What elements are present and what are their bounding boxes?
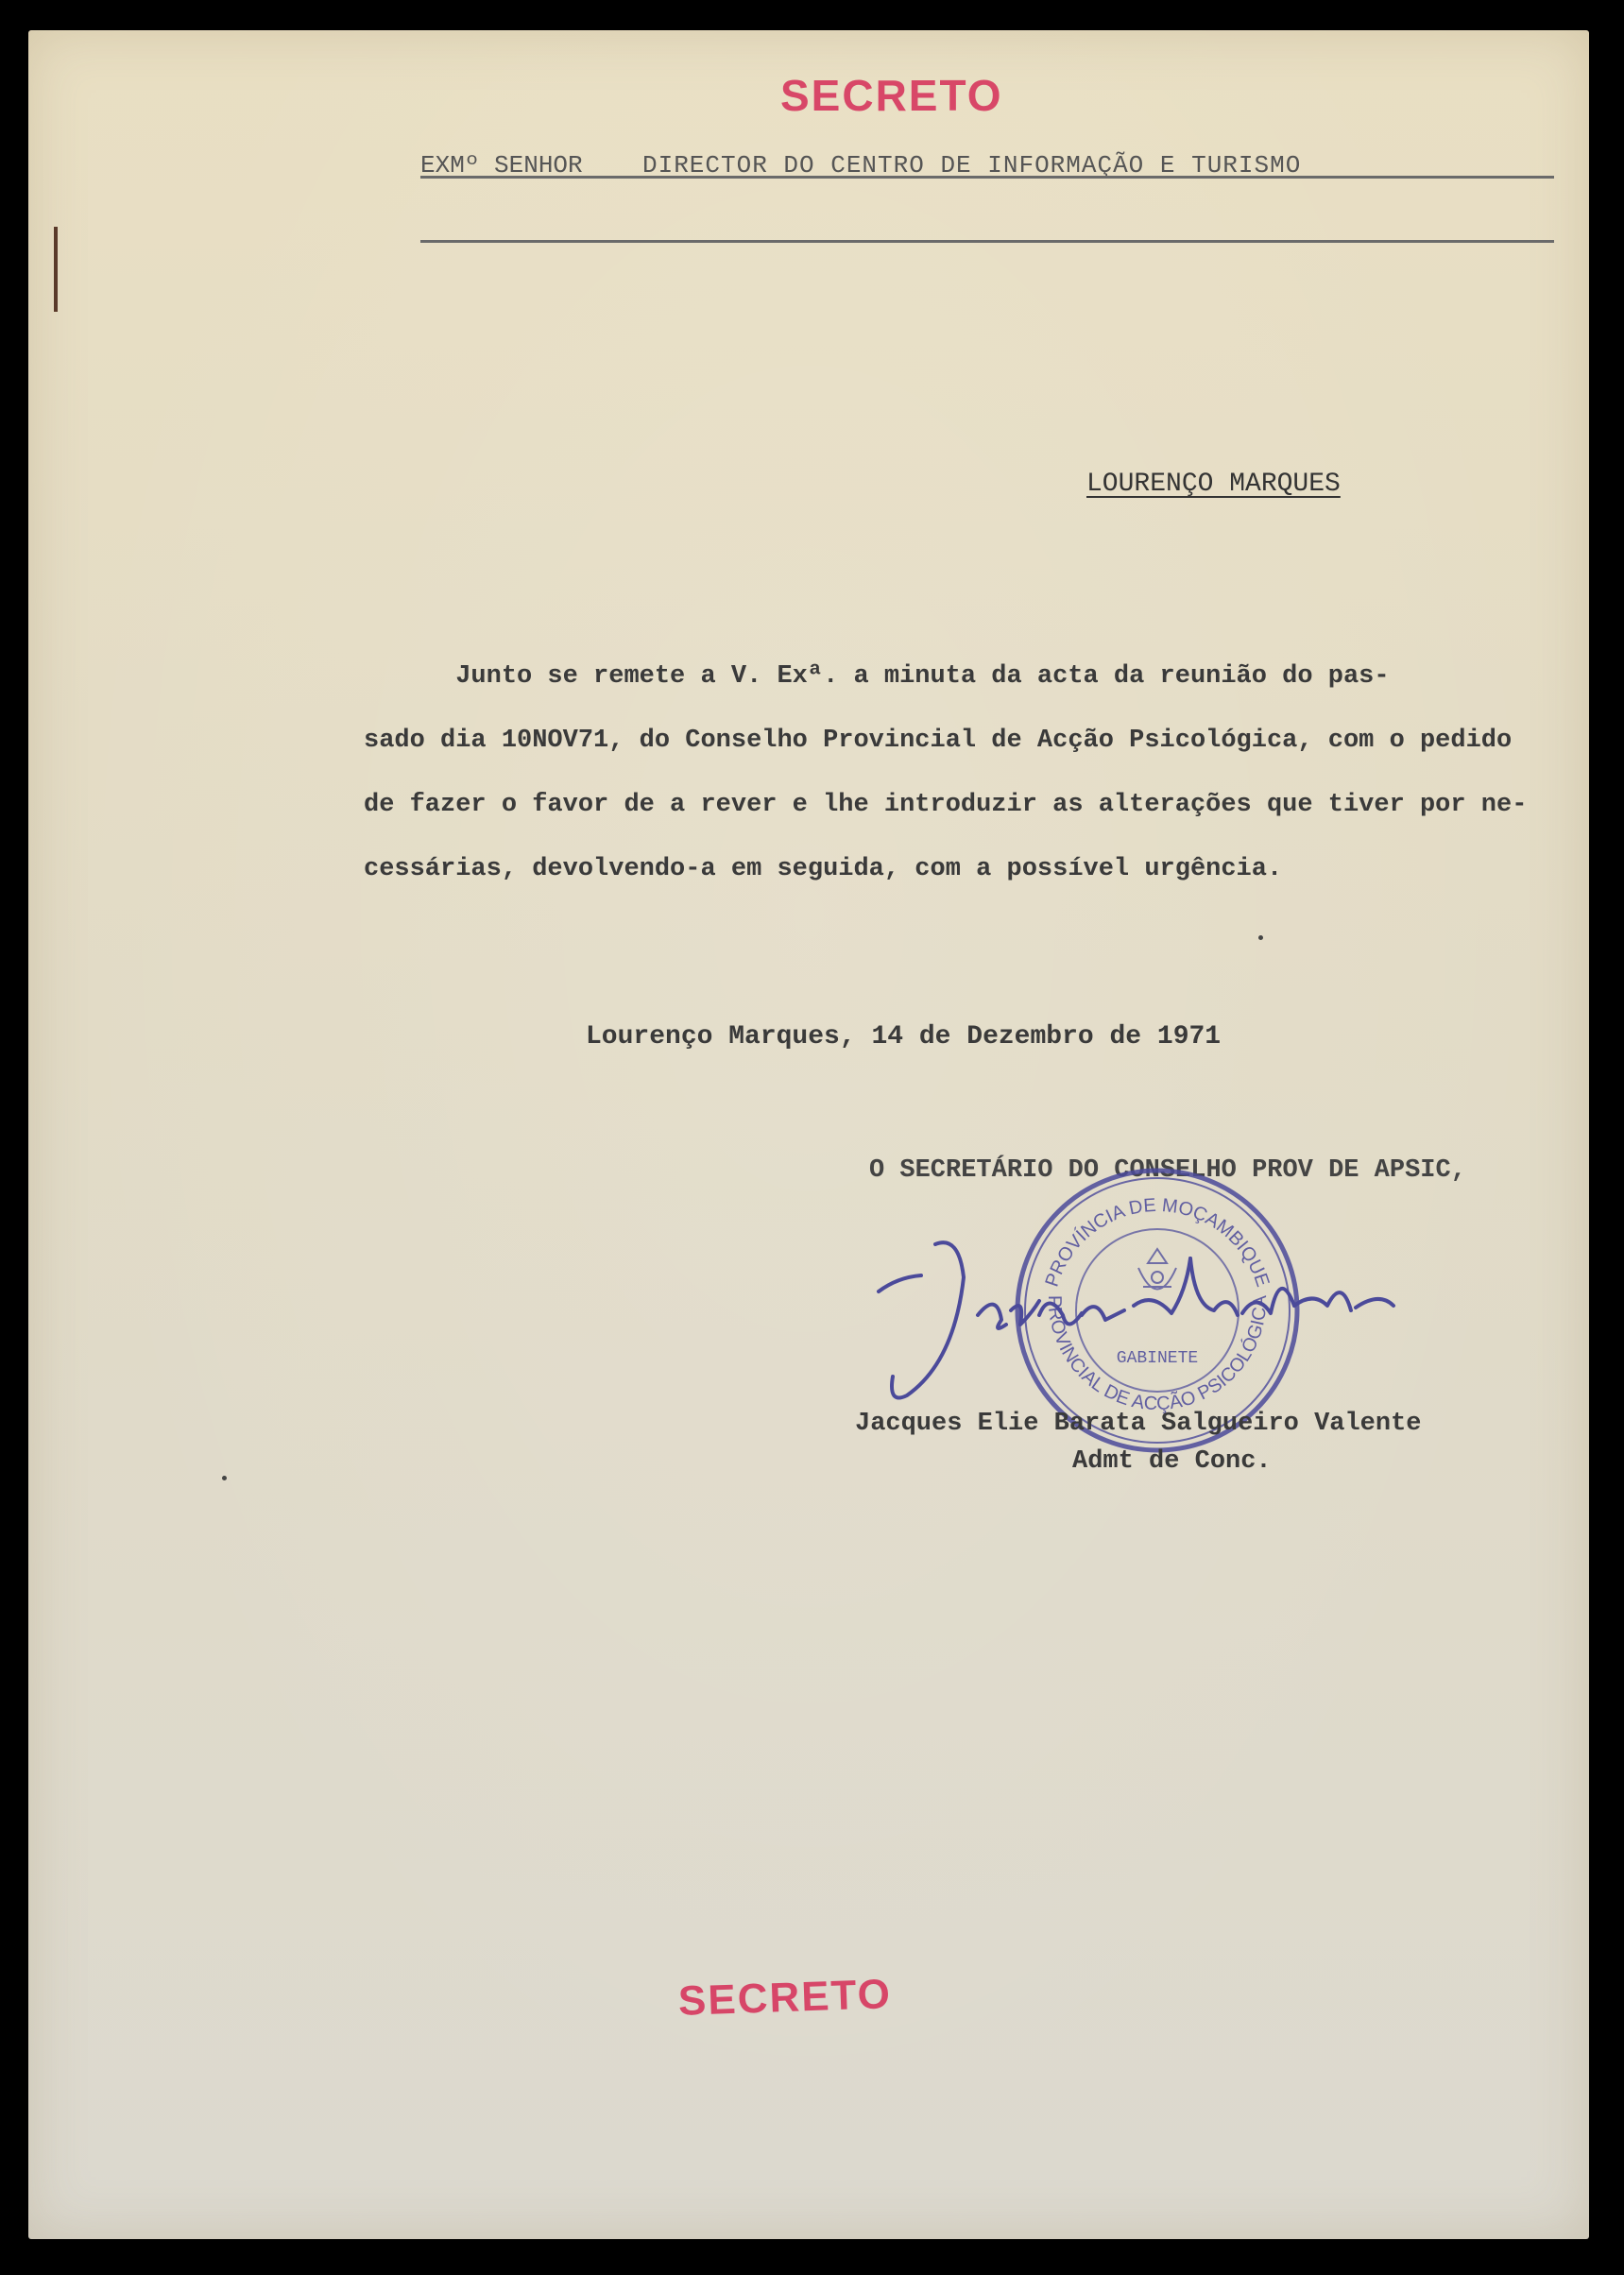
handwritten-signature bbox=[850, 1202, 1474, 1428]
secretary-title: O SECRETÁRIO DO CONSELHO PROV DE APSIC, bbox=[869, 1156, 1466, 1185]
seal-lower-text: PROVINCIAL DE ACÇÃO PSICOLÓGICA bbox=[1043, 1294, 1272, 1415]
address-underline-2 bbox=[420, 240, 1554, 243]
body-line-1: Junto se remete a V. Exª. a minuta da acta da reunião do pas- bbox=[364, 662, 1390, 691]
signer-role: Admt de Conc. bbox=[1072, 1447, 1272, 1476]
address-label: EXMº SENHOR bbox=[420, 151, 583, 180]
paper-speck bbox=[1258, 935, 1263, 940]
letter-body bbox=[364, 644, 1535, 901]
paper-speck bbox=[222, 1476, 227, 1480]
seal-outer-text: PROVÍNCIA DE MOÇAMBIQUE bbox=[1041, 1194, 1274, 1290]
address-recipient: DIRECTOR DO CENTRO DE INFORMAÇÃO E TURISMO bbox=[642, 151, 1302, 180]
secret-stamp-bottom: SECRETO bbox=[677, 1971, 893, 2025]
address-underline-1 bbox=[420, 176, 1554, 179]
body-line-2: sado dia 10NOV71, do Conselho Provincial de Acção Psicológica, com o pedido bbox=[364, 727, 1513, 755]
binding-mark bbox=[54, 227, 58, 312]
secret-stamp-top: SECRETO bbox=[780, 71, 1003, 120]
date-line: Lourenço Marques, 14 de Dezembro de 1971 bbox=[586, 1022, 1222, 1052]
body-line-4: cessárias, devolvendo-a em seguida, com a possível urgência. bbox=[364, 855, 1283, 883]
signer-name: Jacques Elie Barata Salgueiro Valente bbox=[855, 1410, 1422, 1438]
seal-center-text: GABINETE bbox=[1116, 1349, 1199, 1368]
city-heading: LOURENÇO MARQUES bbox=[1086, 470, 1341, 499]
body-line-3: de fazer o favor de a rever e lhe introduzir as alterações que tiver por ne- bbox=[364, 791, 1528, 819]
document-page bbox=[28, 30, 1589, 2239]
